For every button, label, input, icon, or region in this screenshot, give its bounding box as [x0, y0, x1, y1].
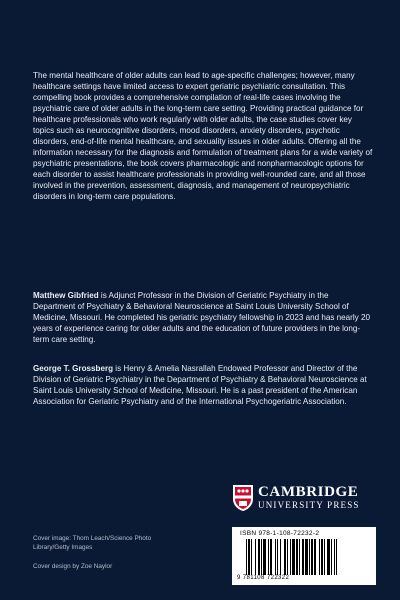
author-bio-text: is Adjunct Professor in the Division of Geriatric Psychiatry in the Department of Psychiatry & Behavioral Neuroscience at Saint Louis University School of Medicine, Missouri. He completed his geriatric psychiatry fellowship in 2023 and has nearly 20 years of experience caring for older adults and the education of future providers in the long-term care setting. [33, 291, 370, 344]
barcode-icon [246, 539, 364, 575]
publisher-name: CAMBRIDGE [258, 484, 359, 500]
publisher-logo [232, 476, 374, 520]
publisher-subtitle: UNIVERSITY PRESS [258, 500, 360, 510]
author-name: George T. Grossberg [33, 364, 114, 373]
book-description: The mental healthcare of older adults can lead to age-specific challenges; however, many healthcare settings have limited access to expert geriatric psychiatric consultation. This compelling book provides a comprehensive compilation of real-life cases involving the psychiatric care of older adults in the long-term care setting. Providing practical guidance for healthcare professionals who work regularly with older adults, the case studies cover key topics such as neurocognitive disorders, mood disorders, anxiety disorders, psychotic disorders, end-of-life mental healthcare, and sexuality issues in older adults. Offering all the information necessary for the diagnosis and formulation of treatment plans for a wide variety of psychiatric presentations, the book covers pharmacologic and nonpharmacologic options for each disorder to assist healthcare professionals in providing well-rounded care, and all those involved in the prevention, assessment, diagnosis, and management of neuropsychiatric disorders in long-term care populations. [33, 71, 373, 201]
author-name: Matthew Gibfried [33, 291, 99, 300]
cover-image-credit: Cover image: Thom Leach/Science Photo Library/Getty Images [33, 535, 152, 551]
barcode-digits: 9 781108 722322 [237, 575, 290, 581]
cover-design-credit: Cover design by Zoe Naylor [33, 563, 113, 570]
cambridge-shield-icon [232, 484, 254, 512]
isbn-label: ISBN 978-1-108-72232-2 [240, 530, 320, 537]
author-bio-grossberg [33, 363, 373, 407]
author-bio-gibfried [33, 290, 373, 345]
author-bio-text: is Henry & Amelia Nasrallah Endowed Professor and Director of the Division of Geriatric Psychiatry in the Department of Psychiatry & Behavioral Neuroscience at Saint Louis University School of Medicine, Missouri. He is a past president of the American Association for Geriatric Psychiatry and of the International Psychogeriatric Association. [33, 364, 367, 406]
isbn-barcode-box [232, 527, 376, 585]
